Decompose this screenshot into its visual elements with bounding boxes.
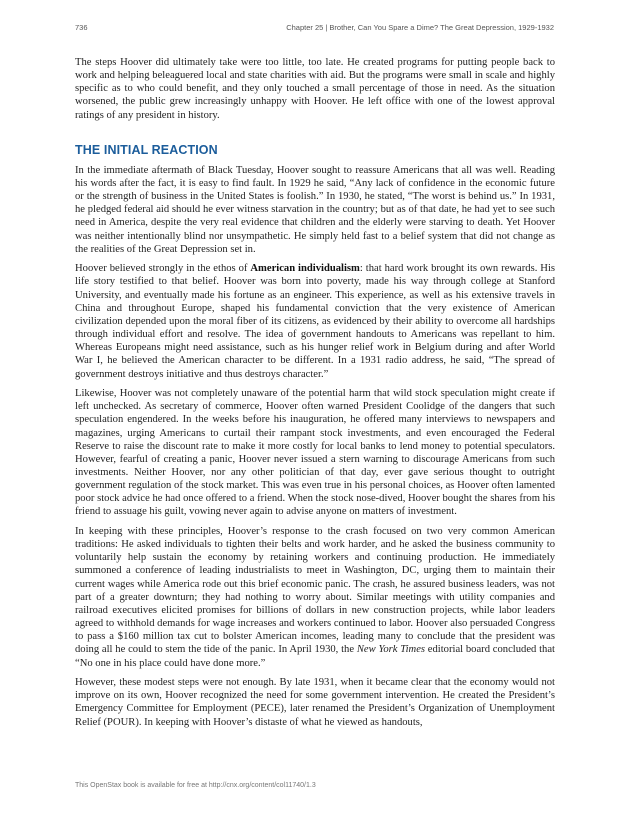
paragraph-4-before: In keeping with these principles, Hoover’s response to the crash focused on two very common American traditions: He asked individuals to tighten their belts and work harder, and he asked the business community to voluntarily help sustain the economy by retaining workers and continuing production. He immediately summoned a conference of leading industrialists to meet in Washington, DC, urging them to maintain their current wages while America rode out this brief economic panic. The crash, he assured business leaders, was not part of a greater downturn; they had nothing to worry about. Similar meetings with utility companies and railroad executives elicited promises for billions of dollars in new construction projects, while labor leaders agreed to withhold demands for wage increases and workers continued to labor. Hoover also persuaded Congress to pass a $160 million tax cut to bolster American incomes, leading many to conclude that the president was doing all he could to stem the tide of the panic. In April 1930, the xyxy=(75,526,555,656)
paragraph-4-after: editorial board concluded that “No one in his place could have done more.” xyxy=(75,644,555,669)
running-header: Chapter 25 | Brother, Can You Spare a Dime? The Great Depression, 1929-1932 xyxy=(286,23,554,32)
page-number: 736 xyxy=(75,23,88,32)
newspaper-title: New York Times xyxy=(356,644,426,656)
page-body xyxy=(75,56,555,735)
paragraph-1: In the immediate aftermath of Black Tuesday, Hoover sought to reassure Americans that all was well. Reading his words after the fact, it is easy to find fault. In 1929 he said, “Any lack of confidence in the economic future or the strength of business in the United States is foolish.” In 1930, he stated, “The worst is behind us.” In 1931, he pledged federal aid should he ever witness starvation in the country; but as of that date, he had yet to see such need in America, despite the very real evidence that children and the elderly were starving to death. Yet Hoover was neither intentionally blind nor unsympathetic. He simply held fast to a belief system that did not change as the realities of the Great Depression set in. xyxy=(75,164,555,255)
paragraph-5: However, these modest steps were not enough. By late 1931, when it became clear that the economy would not improve on its own, Hoover recognized the need for some government intervention. He created the President’s Emergency Committee for Employment (PECE), later renamed the President’s Organization of Unemployment Relief (POUR). In keeping with Hoover’s distaste of what he viewed as handouts, xyxy=(75,677,555,728)
paragraph-3: Likewise, Hoover was not completely unaware of the potential harm that wild stock speculation might create if left unchecked. As secretary of commerce, Hoover often warned President Coolidge of the dangers that such speculation engendered. In the weeks before his inauguration, he offered many interviews to newspapers and magazines, urging Americans to curtail their rampant stock investments, and even encouraged the Federal Reserve to raise the discount rate to make it more costly for local banks to lend money to potential speculators. However, fearful of creating a panic, Hoover never issued a stern warning to discourage Americans from such investments. Neither Hoover, nor any other politician of that day, ever gave serious thought to outright government regulation of the stock market. This was even true in his personal choices, as Hoover often lamented poor stock advice he had once offered to a friend. When the stock nose-dived, Hoover bought the shares from his friend to assuage his guilt, vowing never again to advise anyone on matters of investment. xyxy=(75,388,555,518)
section-heading: THE INITIAL REACTION xyxy=(75,142,218,157)
footer-note: This OpenStax book is available for free at http://cnx.org/content/col11740/1.3 xyxy=(75,782,316,789)
paragraph-2 xyxy=(75,262,555,380)
paragraph-4 xyxy=(75,525,555,670)
paragraph-2-after: : that hard work brought its own rewards. His life story testified to that belief. Hoover was born into poverty, made his way through college at Stanford University, and eventually made his fortune as an engineer. This experience, as well as his extensive travels in China and throughout Europe, shaped his fundamental conviction that the very existence of American civilization depended upon the moral fiber of its citizens, as evidenced by their ability to overcome all hardships through individual effort and resolve. The idea of government handouts to Americans was repellant to him. Whereas Europeans might need assistance, such as his hunger relief work in Belgium during and after World War I, he believed the American character to be different. In a 1931 radio address, he said, “The spread of government destroys initiative and thus destroys character.” xyxy=(75,263,556,380)
paragraph-2-before: Hoover believed strongly in the ethos of xyxy=(75,263,251,275)
intro-paragraph: The steps Hoover did ultimately take were too little, too late. He created programs for putting people back to work and helping beleaguered local and state charities with aid. But the programs were small in scale and highly specific as to who could benefit, and they only touched a small percentage of those in need. As the situation worsened, the public grew increasingly unhappy with Hoover. He left office with one of the lowest approval ratings of any president in history. xyxy=(75,57,555,121)
key-term-american-individualism: American individualism xyxy=(250,263,360,275)
